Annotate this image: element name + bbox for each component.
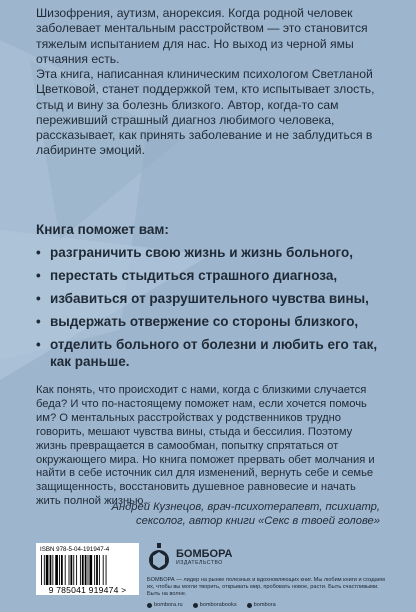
isbn-label: ISBN 978-5-04-191947-4 [40, 546, 110, 553]
publisher-logo [147, 540, 387, 574]
publisher-links [147, 602, 387, 609]
benefit-item: • выдержать отвержение со стороны близкого, [36, 313, 386, 330]
intro-paragraph: Эта книга, написанная клиническим психологом Светланой Цветковой, станет поддержкой тем, кто испытывает злость, стыд и вину за болезнь близкого. Автор, когда-то сам переживший страшный диагноз любимого человека, рассказывает, как принять заболевание и не заблудиться в лабиринте эмоций. [36, 67, 375, 158]
endorsement-signature: Андрей Кузнецов, врач-психотерапевт, психиатр, сексолог, автор книги «Секс в твоей голове» [111, 501, 380, 527]
barcode-icon [40, 555, 135, 585]
publisher-description: БОМБОРА — лидер на рынке полезных и вдохновляющих книг. Мы любим книги и создаем их, чтобы вы могли творить, открывать мир, пробовать новое, расти. Быть счастливыми. Быть на волне. [147, 577, 385, 598]
telegram-link-label: bombora [253, 601, 276, 608]
benefit-item: • отделить больного от болезни и любить его так, как раньше. [36, 336, 386, 370]
benefit-item: • перестать стыдиться страшного диагноза, [36, 267, 386, 284]
bomb-logo-icon [147, 542, 171, 572]
globe-icon [147, 603, 152, 608]
website-link[interactable] [147, 602, 183, 609]
vk-link-label: bomborabooks [199, 601, 237, 608]
vk-icon [193, 603, 198, 608]
benefit-item: • избавиться от разрушительного чувства вины, [36, 290, 386, 307]
website-link-label: bombora.ru [154, 601, 183, 608]
telegram-link[interactable] [247, 602, 276, 609]
barcode-block [36, 543, 139, 595]
publisher-tagline: ИЗДАТЕЛЬСТВО [176, 560, 223, 566]
benefits-list [36, 221, 386, 376]
intro-paragraph: Шизофрения, аутизм, анорексия. Когда родной человек заболевает ментальным расстройством — это становится тяжелым испытанием для нас. Но выход из черной ямы отчаяния есть. [36, 6, 368, 66]
telegram-icon [247, 603, 252, 608]
publisher-name: БОМБОРА [176, 548, 233, 560]
publisher-block [147, 540, 387, 609]
benefit-item: • разграничить свою жизнь и жизнь больного, [36, 244, 386, 261]
barcode-number: 9 785041 919474 > [48, 585, 127, 595]
endorsement-quote: Как понять, что происходит с нами, когда с близкими случается беда? И что по-настоящему поможет нам, если хочется помочь им? О ментальных расстройствах у родственников трудно говорить, мешают чувства вины, стыда и бессилия. Поэтому жизнь превращается в самообман, попытку спрятаться от окружающего мира. Но книга поможет прервать обет молчания и найти в себе источник сил для изменений, вернуть себе и семье защищенность, восстановить душевное равновесие и начать жить полной жизнью. [36, 384, 375, 508]
benefits-title: Книга поможет вам: [36, 222, 169, 237]
vk-link[interactable] [193, 602, 237, 609]
